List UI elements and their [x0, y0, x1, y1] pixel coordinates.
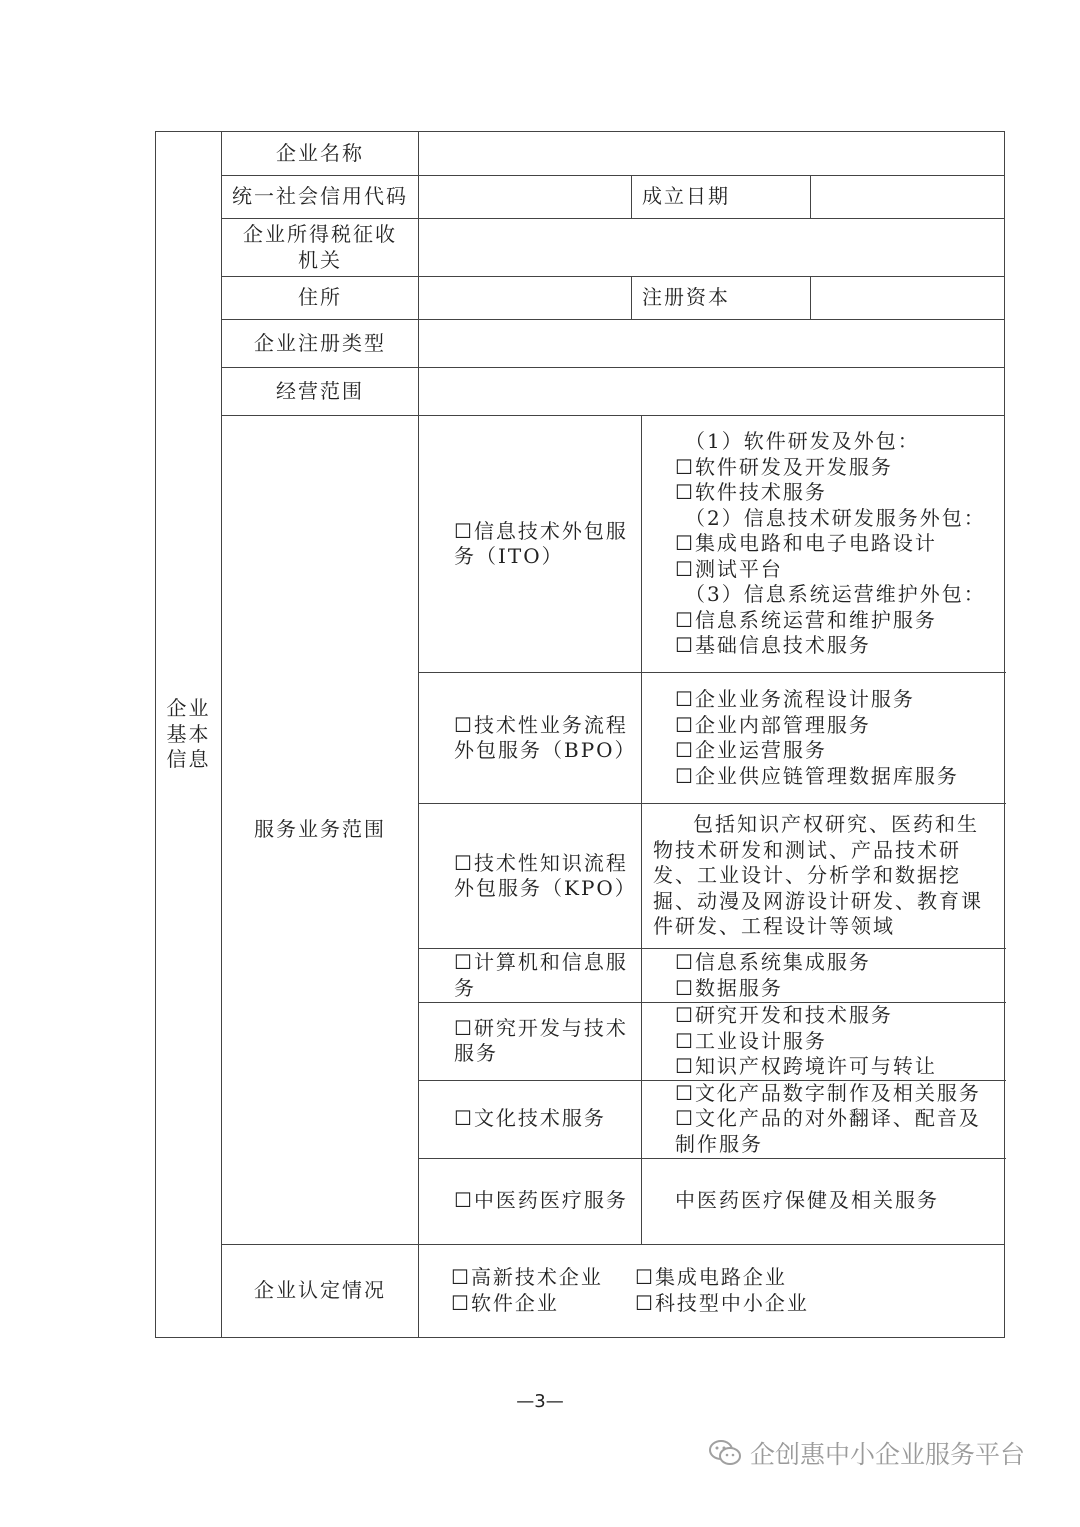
certification-options [419, 1244, 1005, 1337]
checkbox-icon[interactable] [454, 1016, 474, 1040]
credit-code-value[interactable] [419, 176, 632, 219]
detail-checkbox-item[interactable]: ☐ 文化产品数字制作及相关服务 [675, 1081, 996, 1107]
service-details-tcm: 中医药医疗保健及相关服务 [642, 1158, 1005, 1244]
section-label-text: 企业 基本 信息 [166, 696, 211, 771]
detail-checkbox-item[interactable]: ☐ 信息系统集成服务 [675, 950, 996, 976]
service-option-computer[interactable]: ☐ 计算机和信息服务 [419, 949, 642, 1003]
enterprise-info-table [155, 131, 1005, 1338]
detail-checkbox-item[interactable]: ☐ 软件研发及开发服务 [675, 455, 996, 481]
service-option-bpo[interactable]: ☐ 技术性业务流程外包服务（BPO） [419, 673, 642, 804]
detail-checkbox-item[interactable]: ☐ 企业供应链管理数据库服务 [675, 764, 996, 790]
detail-checkbox-item[interactable]: ☐ 软件技术服务 [675, 480, 996, 506]
certification-checkbox[interactable]: ☐ 科技型中小企业 [635, 1291, 809, 1317]
service-details-ito [642, 416, 1005, 673]
service-details-bpo [642, 673, 1005, 804]
detail-checkbox-item[interactable]: ☐ 数据服务 [675, 976, 996, 1002]
service-option-tcm[interactable]: ☐ 中医药医疗服务 [419, 1158, 642, 1244]
detail-checkbox-item[interactable]: ☐ 研究开发和技术服务 [675, 1003, 996, 1029]
certification-checkbox[interactable]: ☐ 集成电路企业 [635, 1265, 787, 1291]
business-scope-label: 经营范围 [222, 368, 419, 416]
service-option-rd[interactable]: ☐ 研究开发与技术服务 [419, 1003, 642, 1081]
company-name-label: 企业名称 [222, 132, 419, 176]
company-name-value[interactable] [419, 132, 1005, 176]
detail-heading: （2）信息技术研发服务外包： [685, 505, 986, 530]
watermark-text: 企创惠中小企业服务平台 [750, 1440, 1026, 1469]
detail-heading: （1）软件研发及外包： [685, 429, 920, 454]
detail-heading: （3）信息系统运营维护外包： [685, 582, 986, 607]
certification-checkbox[interactable]: ☐ 软件企业 [451, 1291, 635, 1317]
detail-checkbox-item[interactable]: ☐ 集成电路和电子电路设计 [675, 531, 996, 557]
address-label: 住所 [222, 277, 419, 320]
registration-type-value[interactable] [419, 320, 1005, 368]
checkbox-icon[interactable] [454, 1188, 474, 1212]
checkbox-icon[interactable] [454, 713, 474, 737]
tax-authority-value[interactable] [419, 219, 1005, 277]
detail-checkbox-item[interactable]: ☐ 工业设计服务 [675, 1029, 996, 1055]
service-scope-label: 服务业务范围 [222, 416, 419, 1245]
established-date-value[interactable] [811, 176, 1005, 219]
address-value[interactable] [419, 277, 632, 320]
detail-checkbox-item[interactable]: ☐ 基础信息技术服务 [675, 633, 996, 659]
section-label [156, 132, 222, 1338]
checkbox-icon[interactable] [454, 1106, 474, 1130]
certification-label: 企业认定情况 [222, 1244, 419, 1337]
registered-capital-label: 注册资本 [632, 277, 811, 320]
detail-checkbox-item[interactable]: ☐ 企业业务流程设计服务 [675, 687, 996, 713]
detail-checkbox-item[interactable]: ☐ 企业内部管理服务 [675, 713, 996, 739]
certification-checkbox[interactable]: ☐ 高新技术企业 [451, 1265, 635, 1291]
detail-checkbox-item[interactable]: ☐ 信息系统运营和维护服务 [675, 608, 996, 634]
checkbox-icon[interactable] [454, 950, 474, 974]
established-date-label: 成立日期 [632, 176, 811, 219]
wechat-icon [708, 1438, 742, 1468]
service-details-computer [642, 949, 1005, 1003]
checkbox-icon[interactable] [454, 851, 474, 875]
checkbox-icon[interactable] [454, 519, 474, 543]
service-details-kpo: 包括知识产权研究、医药和生物技术研发和测试、产品技术研发、工业设计、分析学和数据挖掘、动漫及网游设计研发、教育课件研发、工程设计等领域 [642, 804, 1005, 949]
service-details-culture [642, 1080, 1005, 1158]
service-option-ito[interactable]: ☐ 信息技术外包服务（ITO） [419, 416, 642, 673]
detail-checkbox-item[interactable]: ☐ 企业运营服务 [675, 738, 996, 764]
detail-checkbox-item[interactable]: ☐ 文化产品的对外翻译、配音及制作服务 [675, 1106, 996, 1157]
business-scope-value[interactable] [419, 368, 1005, 416]
detail-checkbox-item[interactable]: ☐ 知识产权跨境许可与转让 [675, 1054, 996, 1080]
watermark [708, 1433, 1025, 1473]
service-details-rd [642, 1003, 1005, 1081]
tax-authority-label: 企业所得税征收机关 [222, 219, 419, 277]
registration-type-label: 企业注册类型 [222, 320, 419, 368]
page-number: —3— [516, 1391, 564, 1412]
credit-code-label: 统一社会信用代码 [222, 176, 419, 219]
service-option-culture[interactable]: ☐ 文化技术服务 [419, 1080, 642, 1158]
service-option-kpo[interactable]: ☐ 技术性知识流程外包服务（KPO） [419, 804, 642, 949]
registered-capital-value[interactable] [811, 277, 1005, 320]
detail-checkbox-item[interactable]: ☐ 测试平台 [675, 557, 996, 583]
